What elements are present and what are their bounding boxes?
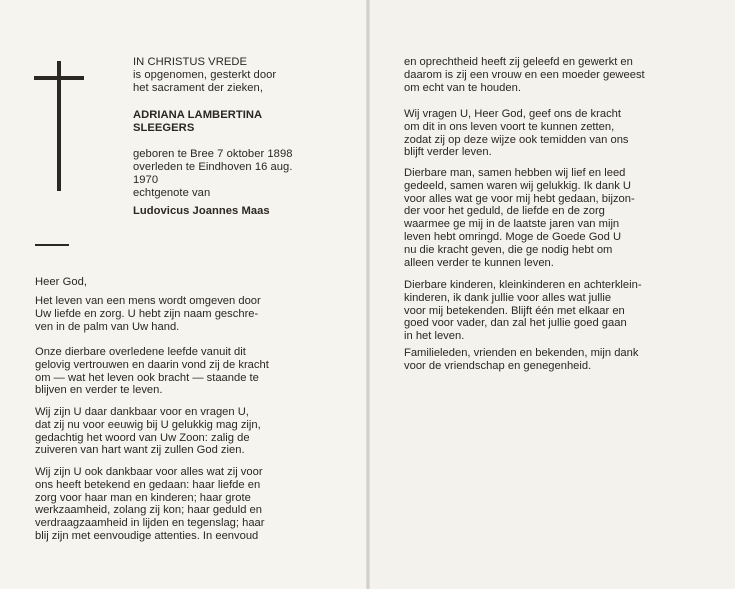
- text-line: Dierbare man, samen hebben wij lief en leed: [404, 167, 626, 179]
- right-paragraph-4: [404, 279, 642, 343]
- text-line: om echt van te houden.: [404, 81, 521, 94]
- text-line: Uw liefde en zorg. U hebt zijn naam geschre-: [35, 307, 259, 320]
- text-line: waarmee ge mij in de laatste jaren van mijn: [404, 218, 620, 231]
- birth-line: geboren te Bree 7 oktober 1898: [133, 148, 293, 160]
- text-line: Wij zijn U daar dankbaar voor en vragen U,: [35, 406, 249, 418]
- death-year: 1970: [133, 174, 159, 186]
- text-line: voor de vriendschap en genegenheid.: [404, 359, 592, 372]
- left-paragraph-2: [35, 346, 269, 397]
- text-line: om — wat het leven ook bracht — staande te: [35, 371, 259, 384]
- text-line: Familieleden, vrienden en bekenden, mijn dank: [404, 347, 639, 359]
- text-line: en oprechtheid heeft zij geleefd en gewerkt en: [404, 56, 633, 68]
- text-line: ven in de palm van Uw hand.: [35, 320, 180, 333]
- left-paragraph-3: [35, 406, 261, 457]
- deceased-name-line-2: SLEEGERS: [133, 122, 195, 134]
- text-line: zuiveren van hart want zij zullen God zien.: [35, 444, 245, 457]
- spouse-label: echtgenote van: [133, 187, 211, 199]
- text-line: verdraagzaamheid in lijden en tegenslag; haar: [35, 517, 265, 530]
- text-line: werkzaamheid, zolang zij kon; haar geduld en: [35, 504, 262, 517]
- text-line: Wij zijn U ook dankbaar voor alles wat zij voor: [35, 466, 263, 478]
- right-paragraph-2: [404, 108, 629, 159]
- spouse-name: Ludovicus Joannes Maas: [133, 205, 270, 217]
- header-line-3: het sacrament der zieken,: [133, 82, 263, 94]
- left-paragraph-1: [35, 295, 261, 333]
- text-line: blijft verder leven.: [404, 146, 492, 159]
- left-paragraph-4: [35, 466, 265, 543]
- deceased-name-line-1: ADRIANA LAMBERTINA: [133, 109, 263, 121]
- text-line: dat zij nu voor eeuwig bij U gelukkig mag zijn,: [35, 418, 261, 431]
- text-line: Wij vragen U, Heer God, geef ons de kracht: [404, 108, 622, 120]
- header-line-2: is opgenomen, gesterkt door: [133, 69, 277, 81]
- right-paragraph-1: [404, 56, 645, 94]
- text-line: nu die kracht geven, die ge nodig hebt om: [404, 243, 613, 256]
- text-line: der voor het geduld, de liefde en de zorg: [404, 205, 605, 218]
- right-paragraph-5: [404, 347, 638, 373]
- text-line: Dierbare kinderen, kleinkinderen en achterklein-: [404, 279, 642, 291]
- text-line: zorg voor haar man en kinderen; haar grote: [35, 491, 251, 504]
- text-line: kinderen, ik dank jullie voor alles wat jullie: [404, 291, 612, 304]
- text-line: in het leven.: [404, 330, 465, 343]
- text-line: gedeeld, samen waren wij gelukkig. Ik dank U: [404, 179, 631, 192]
- salutation: Heer God,: [35, 276, 88, 288]
- text-line: leven hebt omringd. Moge de Goede God U: [404, 230, 622, 243]
- divider-rule: [35, 244, 69, 246]
- card-fold: [366, 0, 370, 589]
- text-line: daarom is zij een vrouw en een moeder geweest: [404, 68, 645, 81]
- text-line: Onze dierbare overledene leefde vanuit dit: [35, 346, 246, 358]
- text-line: ons heeft betekend en gedaan: haar liefde en: [35, 478, 261, 491]
- text-line: blijven en verder te leven.: [35, 384, 163, 397]
- right-paragraph-3: [404, 167, 635, 269]
- text-line: gelovig vertrouwen en daarin vond zij de kracht: [35, 358, 269, 371]
- header-line-1: IN CHRISTUS VREDE: [133, 56, 247, 68]
- text-line: goed voor vader, dan zal het jullie goed gaan: [404, 317, 627, 330]
- text-line: blij zijn met eenvoudige attenties. In eenvoud: [35, 529, 259, 542]
- text-line: om dit in ons leven voort te kunnen zetten,: [404, 120, 615, 133]
- death-line: overleden te Eindhoven 16 aug.: [133, 161, 293, 173]
- text-line: alleen verder te kunnen leven.: [404, 256, 554, 269]
- text-line: zodat zij op deze wijze ook temidden van ons: [404, 133, 629, 146]
- text-line: gedachtig het woord van Uw Zoon: zalig de: [35, 431, 250, 444]
- text-line: voor alles wat ge voor mij hebt gedaan, bijzon-: [404, 192, 635, 205]
- text-line: Het leven van een mens wordt omgeven door: [35, 295, 261, 307]
- text-line: voor mij betekenden. Blijft één met elkaar en: [404, 304, 625, 317]
